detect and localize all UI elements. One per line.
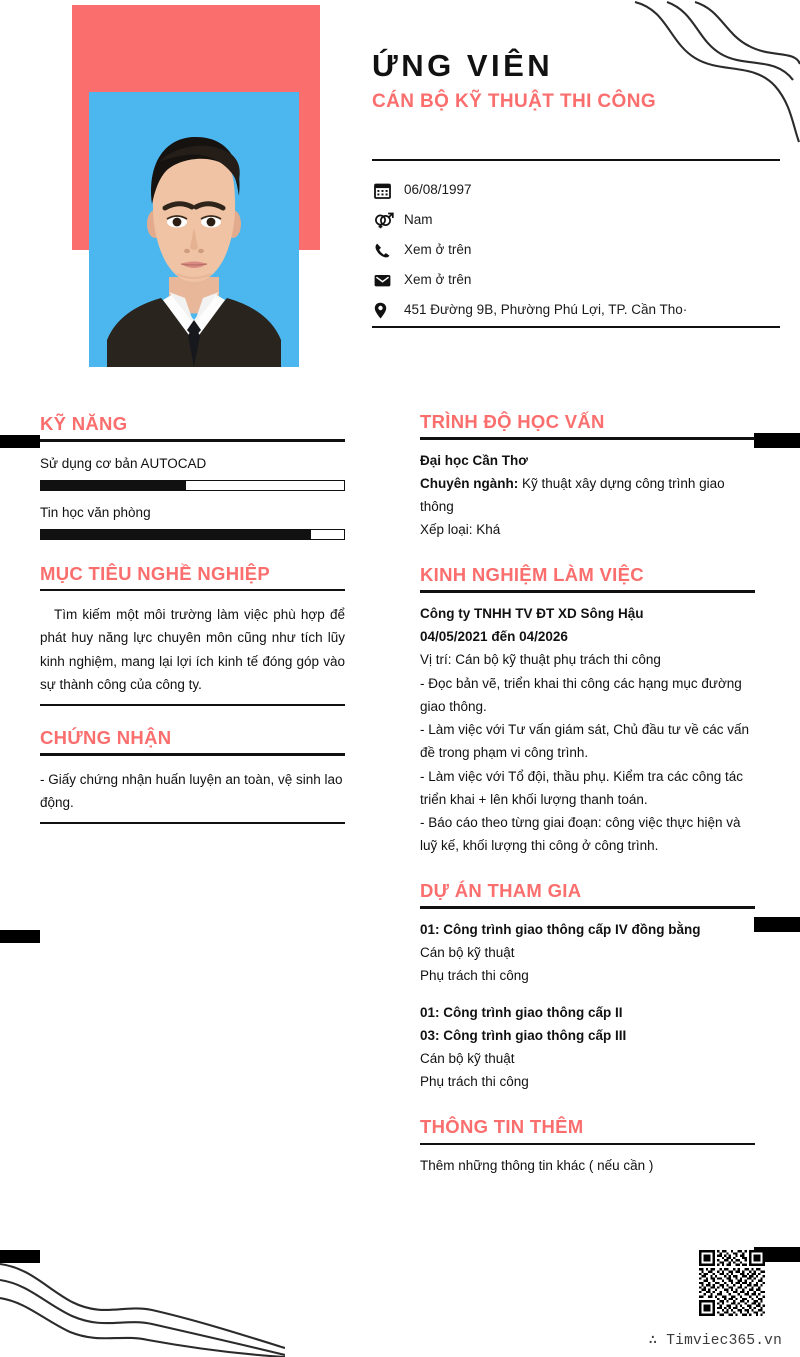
avatar bbox=[89, 92, 299, 367]
header-divider-bottom bbox=[372, 326, 780, 328]
calendar-icon bbox=[374, 182, 404, 199]
section-rule bbox=[40, 439, 345, 442]
edge-mark-left-mid bbox=[0, 930, 40, 943]
section-title: KỸ NĂNG bbox=[40, 413, 128, 434]
experience-position: Vị trí: Cán bộ kỹ thuật phụ trách thi công bbox=[420, 652, 661, 668]
project-line: Phụ trách thi công bbox=[420, 1074, 529, 1090]
edge-mark-left-top bbox=[0, 435, 40, 448]
qr-code bbox=[696, 1250, 768, 1316]
skill-bar bbox=[40, 480, 345, 491]
skill-bar-fill bbox=[41, 530, 311, 539]
contact-row-address bbox=[374, 295, 784, 325]
photo-block bbox=[72, 5, 320, 365]
project-title: 01: Công trình giao thông cấp II bbox=[420, 1004, 623, 1020]
project-line: Cán bộ kỹ thuật bbox=[420, 945, 515, 961]
skill-label: Sử dụng cơ bản AUTOCAD bbox=[40, 455, 207, 471]
skill-item bbox=[40, 456, 345, 491]
section-title: DỰ ÁN THAM GIA bbox=[420, 880, 582, 902]
header-divider-top bbox=[372, 159, 780, 161]
skill-label: Tin học văn phòng bbox=[40, 504, 151, 520]
section-title: TRÌNH ĐỘ HỌC VẤN bbox=[420, 411, 605, 432]
skill-item bbox=[40, 505, 345, 540]
candidate-role: CÁN BỘ KỸ THUẬT THI CÔNG bbox=[372, 90, 657, 112]
section-extra-info bbox=[420, 1115, 755, 1177]
contact-value: Xem ở trên bbox=[404, 272, 472, 288]
project-group bbox=[420, 1001, 755, 1094]
experience-company: Công ty TNHH TV ĐT XD Sông Hậu bbox=[420, 605, 644, 621]
section-projects bbox=[420, 879, 755, 1093]
edge-mark-left-bottom bbox=[0, 1250, 40, 1263]
experience-bullet: - Làm việc với Tổ đội, thầu phụ. Kiểm tra các công tác triển khai + lên khối lượng thanh toán. bbox=[420, 768, 744, 807]
experience-bullet: - Làm việc với Tư vấn giám sát, Chủ đầu tư về các vấn đề trong phạm vi công trình. bbox=[420, 722, 750, 761]
extra-info-text: Thêm những thông tin khác ( nếu cần ) bbox=[420, 1158, 654, 1173]
education-major-value: Kỹ thuật xây dựng công trình giao thông bbox=[420, 475, 725, 514]
contact-row-phone bbox=[374, 235, 784, 265]
project-group bbox=[420, 909, 755, 988]
section-title: THÔNG TIN THÊM bbox=[420, 1116, 584, 1138]
experience-bullet: - Đọc bản vẽ, triển khai thi công các hạng mục đường giao thông. bbox=[420, 675, 742, 714]
section-title: CHỨNG NHẬN bbox=[40, 726, 172, 748]
project-title: 01: Công trình giao thông cấp IV đồng bằng bbox=[420, 921, 701, 937]
right-column bbox=[420, 410, 755, 1197]
contact-row-gender bbox=[374, 205, 784, 235]
brand-footer: ∴ Timviec365.vn bbox=[648, 1333, 782, 1349]
section-title: KINH NGHIỆM LÀM VIỆC bbox=[420, 564, 644, 586]
contact-value: 451 Đường 9B, Phường Phú Lợi, TP. Cần Tho· bbox=[404, 302, 688, 318]
edge-mark-right-top bbox=[754, 433, 800, 448]
education-major bbox=[420, 472, 755, 518]
section-experience bbox=[420, 563, 755, 857]
certificate-text: - Giấy chứng nhận huấn luyện an toàn, vệ sinh lao động. bbox=[40, 771, 343, 810]
section-skills bbox=[40, 412, 345, 540]
experience-period: 04/05/2021 đến 04/2026 bbox=[420, 629, 568, 645]
education-major-label: Chuyên ngành: bbox=[420, 475, 519, 491]
contact-value: 06/08/1997 bbox=[404, 182, 472, 198]
location-icon bbox=[374, 302, 404, 319]
spacer bbox=[420, 988, 755, 1001]
education-school: Đại học Cần Thơ bbox=[420, 452, 528, 468]
edge-mark-right-mid bbox=[754, 917, 800, 932]
contact-list bbox=[374, 175, 784, 325]
phone-icon bbox=[374, 242, 404, 259]
candidate-name: ỨNG VIÊN bbox=[372, 48, 554, 83]
left-column bbox=[40, 412, 345, 844]
project-title: 03: Công trình giao thông cấp III bbox=[420, 1027, 627, 1043]
education-grade: Xếp loại: Khá bbox=[420, 522, 501, 538]
contact-row-email bbox=[374, 265, 784, 295]
project-line: Cán bộ kỹ thuật bbox=[420, 1051, 515, 1067]
section-education bbox=[420, 410, 755, 541]
objective-bottom-rule bbox=[40, 704, 345, 706]
section-title: MỤC TIÊU NGHỀ NGHIỆP bbox=[40, 562, 271, 584]
email-icon bbox=[374, 272, 404, 289]
gender-icon bbox=[374, 212, 404, 229]
wave-lines-bottom-left bbox=[0, 1262, 285, 1357]
project-line: Phụ trách thi công bbox=[420, 968, 529, 984]
objective-text: Tìm kiếm một môi trường làm việc phù hợp để phát huy năng lực chuyên môn cũng như tích lũy kinh nghiệm, mang lại lợi ích kinh tế đóng góp vào sự thành công của công ty. bbox=[40, 607, 345, 692]
experience-bullet: - Báo cáo theo từng giai đoạn: công việc thực hiện và luỹ kế, khối lượng thi công ở công trình. bbox=[420, 814, 741, 854]
certificate-bottom-rule bbox=[40, 822, 345, 824]
skill-bar bbox=[40, 529, 345, 540]
skill-bar-fill bbox=[41, 481, 186, 490]
section-objective bbox=[40, 562, 345, 706]
header bbox=[372, 48, 782, 116]
contact-row-birthdate bbox=[374, 175, 784, 205]
section-certificate bbox=[40, 726, 345, 824]
contact-value: Nam bbox=[404, 212, 433, 228]
contact-value: Xem ở trên bbox=[404, 242, 472, 258]
